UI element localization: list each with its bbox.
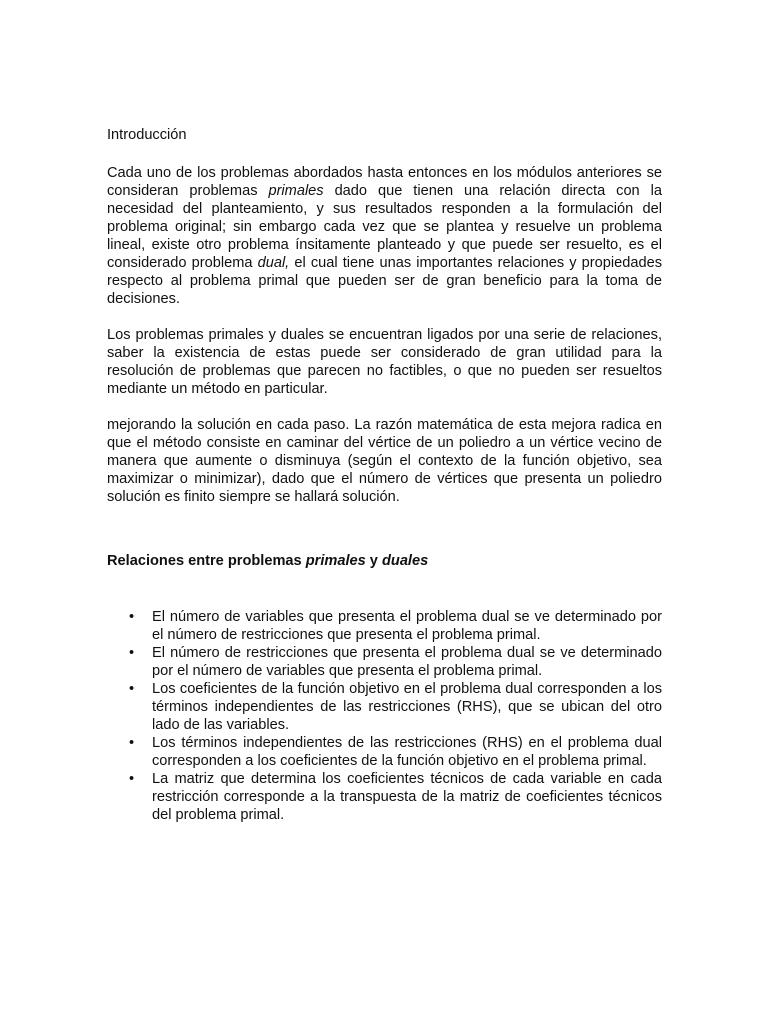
intro-paragraph-text-2: dado que tienen una relación directa con la necesidad del planteamiento, y sus resultados responden a la formulación del problema original; sin embargo cada vez que se plantea y resuelve un problema lineal, existe otro problema ínsitamente planteado y que puede ser resuelto, es el considerado problema — [107, 183, 662, 271]
list-item: • El número de restricciones que presenta el problema dual se ve determinado por el número de variables que presenta el problema primal. — [107, 644, 662, 680]
list-item: • La matriz que determina los coeficientes técnicos de cada variable en cada restricción corresponde a la transpuesta de la matriz de coeficientes técnicos del problema primal. — [107, 770, 662, 824]
primales-emphasis: primales — [268, 183, 324, 199]
document-page — [107, 126, 662, 824]
relations-list — [107, 608, 662, 824]
intro-paragraph-text-3: el cual tiene unas importantes relaciones y propiedades respecto al problema primal que pueden ser de gran beneficio para la toma de decisiones. — [107, 255, 662, 307]
relations-paragraph: Los problemas primales y duales se encuentran ligados por una serie de relaciones, saber la existencia de estas puede ser considerado de gran utilidad para la resolución de problemas que parecen no factibles, o que no pueden ser resueltos mediante un método en particular. — [107, 327, 662, 397]
intro-paragraph-text-1: Cada uno de los problemas abordados hasta entonces en los módulos anteriores se consideran problemas — [107, 165, 662, 199]
intro-paragraph — [107, 164, 662, 308]
section-title-text-1: Relaciones entre problemas — [107, 553, 306, 569]
list-item: • El número de variables que presenta el problema dual se ve determinado por el número de restricciones que presenta el problema primal. — [107, 608, 662, 644]
section-title-text-2: y — [365, 553, 382, 569]
list-item: • Los términos independientes de las restricciones (RHS) en el problema dual corresponden a los coeficientes de la función objetivo en el problema primal. — [107, 734, 662, 770]
intro-heading: Introducción — [107, 127, 187, 143]
list-item: • Los coeficientes de la función objetivo en el problema dual corresponden a los términos independientes de las restricciones (RHS), que se ubican del otro lado de las variables. — [107, 680, 662, 734]
section-title-duales: duales — [381, 553, 429, 569]
dual-emphasis: dual, — [257, 255, 290, 271]
section-title — [107, 552, 662, 570]
section-title-primales: primales — [305, 553, 366, 569]
method-paragraph: mejorando la solución en cada paso. La razón matemática de esta mejora radica en que el método consiste en caminar del vértice de un poliedro a un vértice vecino de manera que aumente o disminuya (según el contexto de la función objetivo, sea maximizar o minimizar), dado que el número de vértices que presenta un poliedro solución es finito siempre se hallará solución. — [107, 417, 662, 505]
